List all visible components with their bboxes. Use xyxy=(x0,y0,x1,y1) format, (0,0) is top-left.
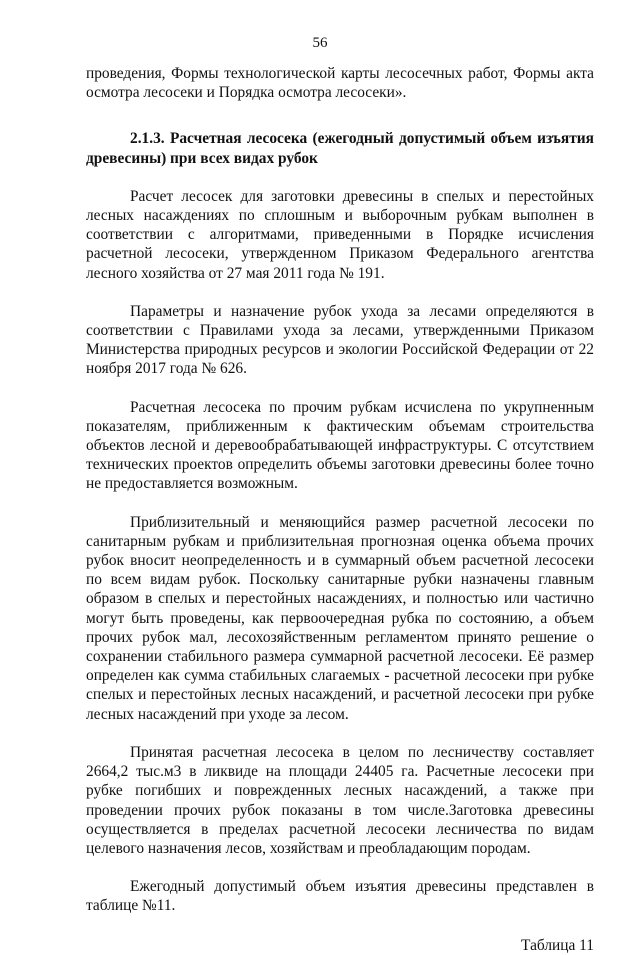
table-caption: Таблица 11 xyxy=(521,936,594,954)
section-heading: 2.1.3. Расчетная лесосека (ежегодный допустимый объем изъятия древесины) при всех видах рубок xyxy=(86,130,594,167)
paragraph-sanitary-cutting: Приблизительный и меняющийся размер расчетной лесосеки по санитарным рубкам и приблизительная прогнозная оценка объема прочих рубок вносит неопределенность и в суммарный объем расчетной лесосеки по всем видам рубок. Поскольку санитарные рубки назначены главным образом в спелых и перестойных насаждениях, и полностью или частично могут быть проведены, как первоочередная рубка по состоянию, а объем прочих рубок мал, лесохозяйственным регламентом принято решение о сохранении стабильного размера суммарной расчетной лесосеки. Её размер определен как сумма стабильных слагаемых - расчетной лесосеки при рубке спелых и перестойных лесных насаждений, и расчетной лесосеки при рубке лесных насаждений при уходе за лесом. xyxy=(86,513,594,723)
document-body xyxy=(86,64,594,955)
paragraph-cutting-calculation: Расчет лесосек для заготовки древесины в спелых и перестойных лесных насаждениях по сплошным и выборочным рубкам выполнен в соответствии с алгоритмами, приведенными в Порядке исчисления расчетной лесосеки, утвержденном Приказом Федерального агентства лесного хозяйства от 27 мая 2011 года № 191. xyxy=(86,187,594,282)
intro-paragraph: проведения, Формы технологической карты лесосечных работ, Формы акта осмотра лесосеки и Порядка осмотра лесосеки». xyxy=(86,65,594,102)
paragraph-care-cutting: Параметры и назначение рубок ухода за лесами определяются в соответствии с Правилами ухода за лесами, утвержденными Приказом Министерства природных ресурсов и экологии Российской Федерации от 22 ноября 2017 года № 626. xyxy=(86,302,594,378)
paragraph-other-cutting: Расчетная лесосека по прочим рубкам исчислена по укрупненным показателям, приближенным к фактическим объемам строительства объектов лесной и деревообрабатывающей инфраструктуры. С отсутствием технических проектов определить объемы заготовки древесины более точно не предоставляется возможным. xyxy=(86,398,594,493)
paragraph-table-reference: Ежегодный допустимый объем изъятия древесины представлен в таблице №11. xyxy=(86,878,594,915)
page-number: 56 xyxy=(312,35,328,51)
paragraph-accepted-volume: Принятая расчетная лесосека в целом по лесничеству составляет 2664,2 тыс.м3 в ликвиде на площади 24405 га. Расчетные лесосеки при рубке погибших и поврежденных лесных насаждений, а также при проведении прочих рубок показаны в том числе.Заготовка древесины осуществляется в пределах расчетной лесосеки лесничества по видам целевого назначения лесов, хозяйствам и преобладающим породам. xyxy=(86,743,594,857)
